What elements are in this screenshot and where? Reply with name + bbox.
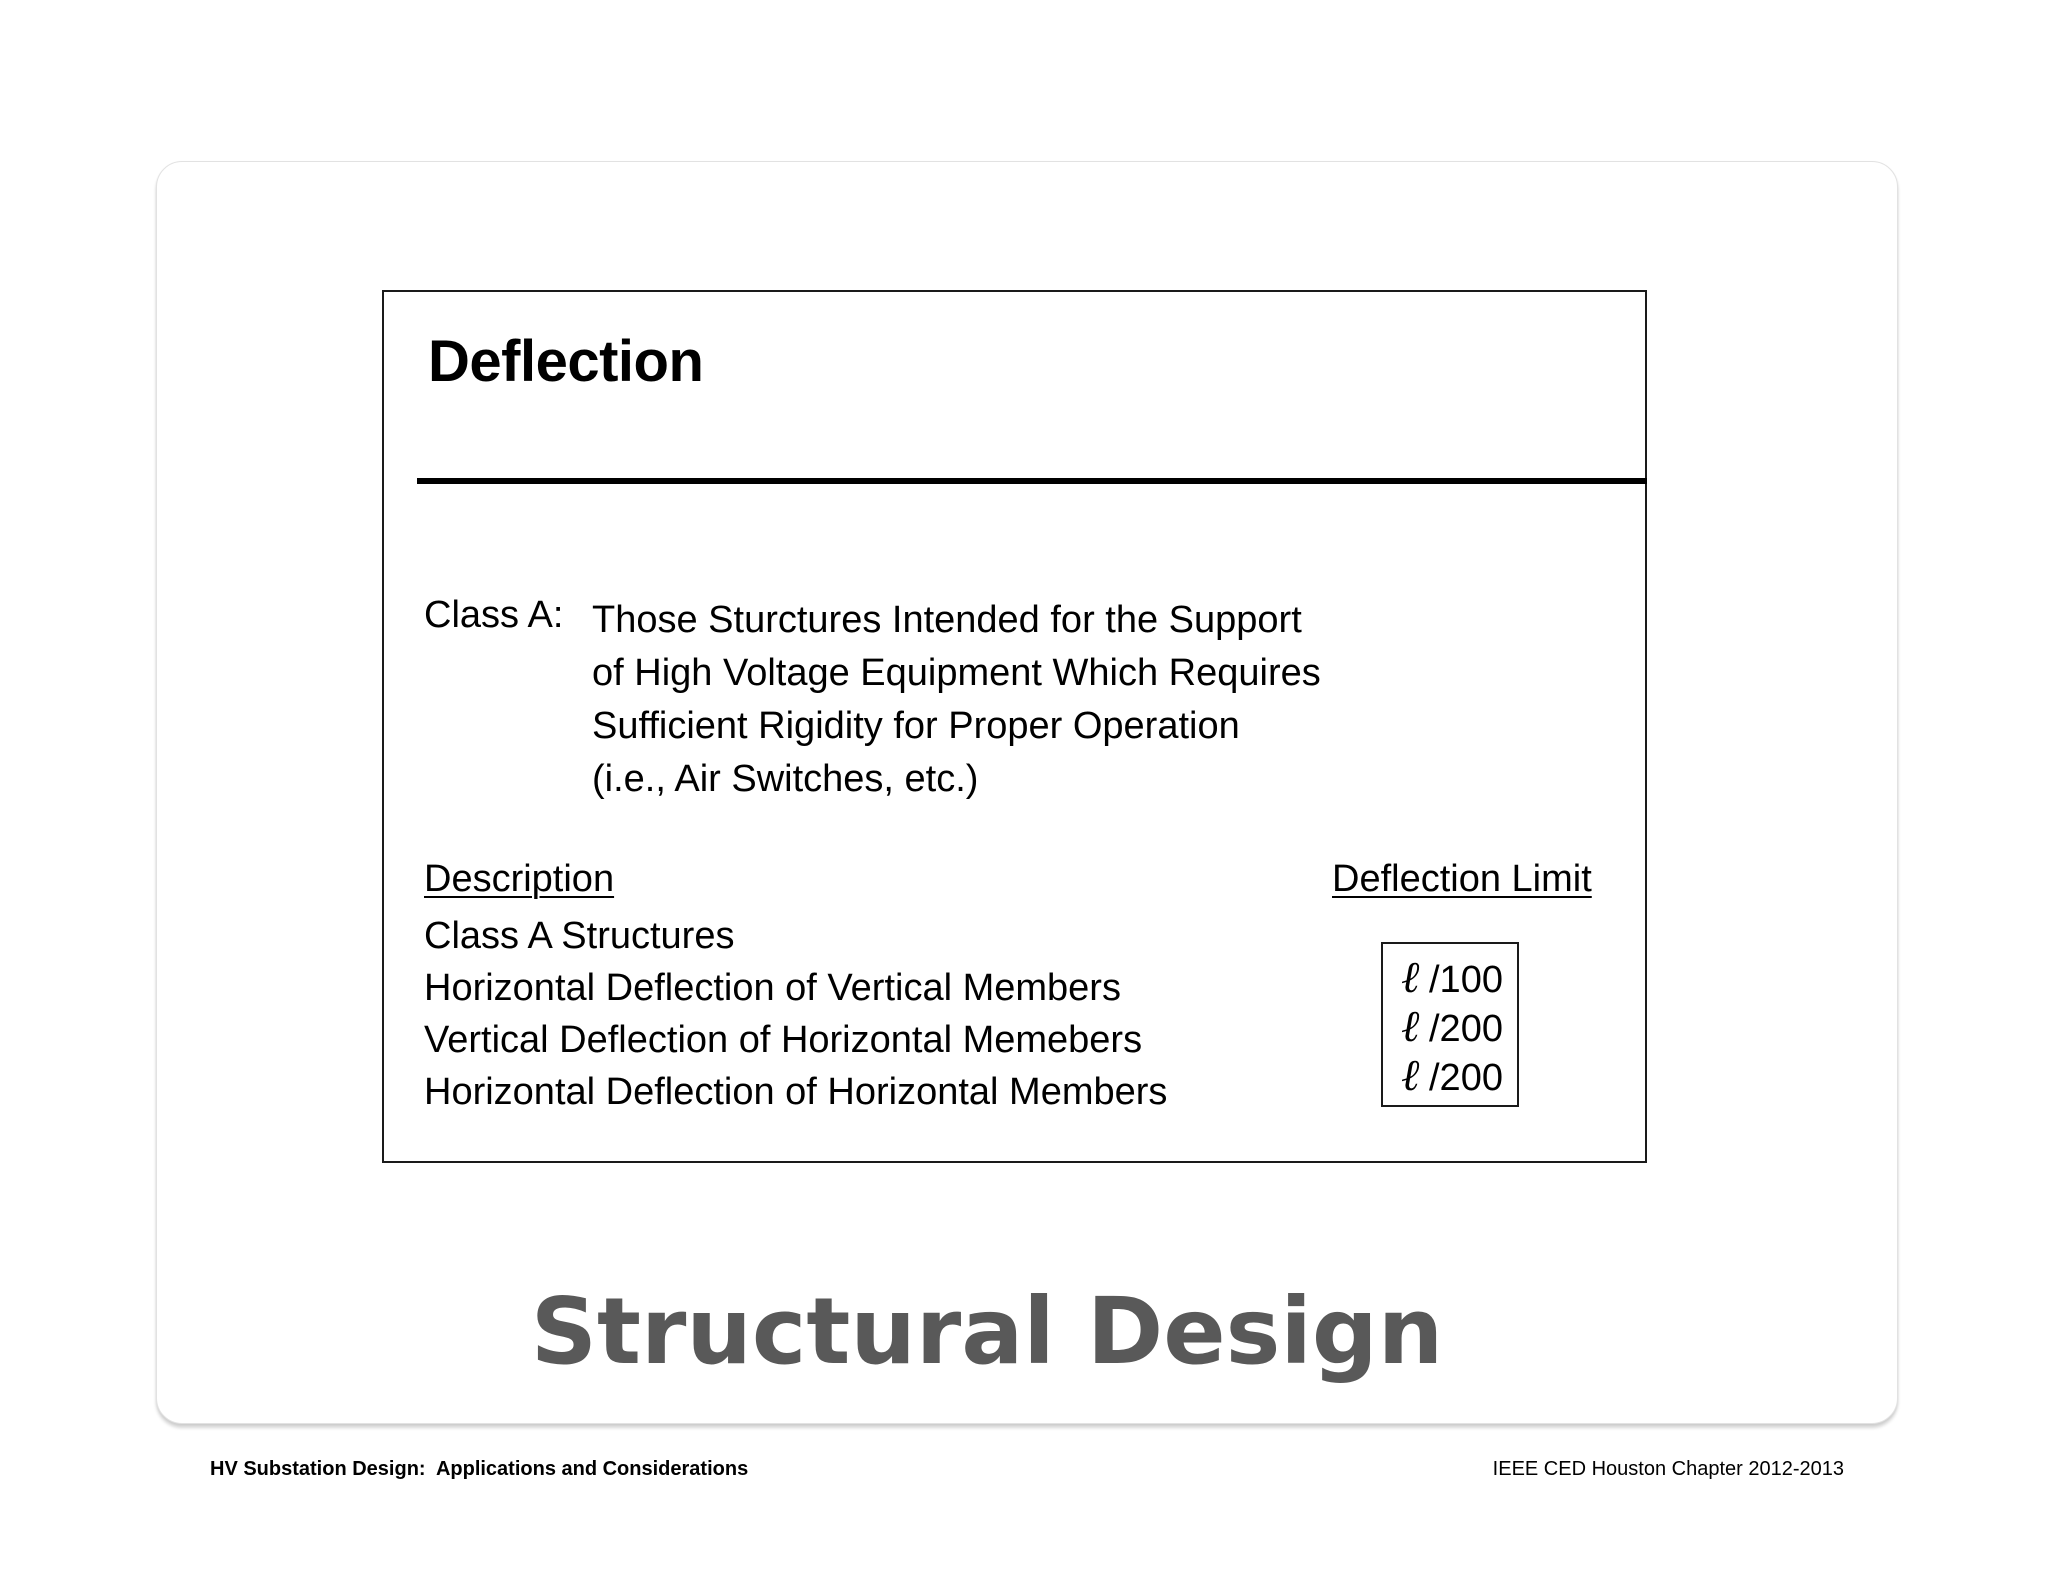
limit-ratio: /200 (1429, 1057, 1503, 1099)
description-row: Class A Structures (424, 915, 735, 957)
class-description-line: Sufficient Rigidity for Proper Operation (592, 705, 1240, 747)
length-symbol: ℓ (1401, 952, 1420, 1003)
description-row: Horizontal Deflection of Vertical Members (424, 967, 1121, 1009)
class-description-line: Those Sturctures Intended for the Support (592, 599, 1302, 641)
length-symbol: ℓ (1401, 1050, 1420, 1101)
class-label: Class A: (424, 594, 564, 636)
length-symbol: ℓ (1401, 1001, 1420, 1052)
limit-row (1401, 952, 1517, 1001)
title-divider (417, 478, 1647, 484)
class-description-line: of High Voltage Equipment Which Requires (592, 652, 1321, 694)
limit-ratio: /100 (1429, 959, 1503, 1001)
footer-left: HV Substation Design: Applications and Considerations (210, 1458, 749, 1480)
deflection-figure (382, 290, 1647, 1163)
slide-title: Structural Design (530, 1278, 1444, 1385)
limit-row (1401, 1050, 1517, 1099)
deflection-limit-column-header: Deflection Limit (1332, 858, 1592, 900)
footer-right: IEEE CED Houston Chapter 2012-2013 (1492, 1458, 1844, 1480)
figure-title: Deflection (428, 329, 704, 394)
deflection-limit-box (1381, 942, 1519, 1107)
description-list (424, 910, 1167, 1118)
class-description (592, 594, 1321, 806)
description-row: Horizontal Deflection of Horizontal Members (424, 1071, 1168, 1113)
limit-ratio: /200 (1429, 1008, 1503, 1050)
description-row: Vertical Deflection of Horizontal Memebers (424, 1019, 1143, 1061)
limit-row (1401, 1001, 1517, 1050)
class-description-line: (i.e., Air Switches, etc.) (592, 758, 979, 800)
description-column-header: Description (424, 858, 615, 900)
